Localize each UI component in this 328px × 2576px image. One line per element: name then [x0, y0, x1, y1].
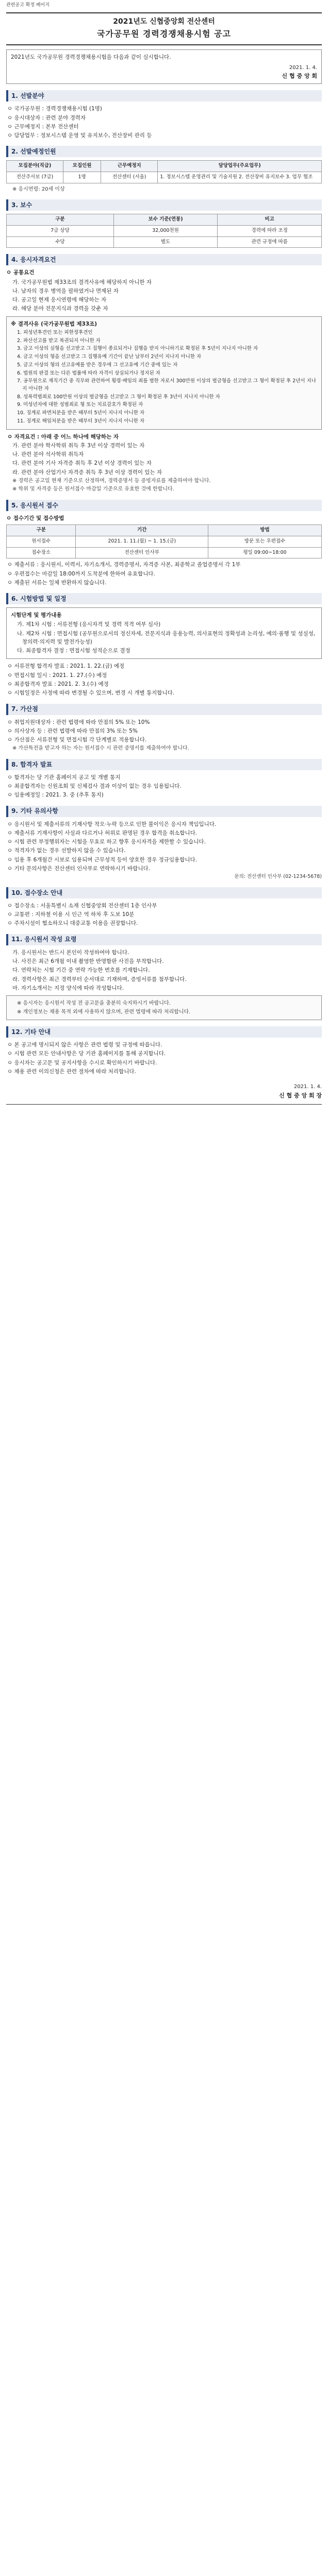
- table-cell: 전산주사보 (7급): [7, 172, 63, 183]
- table-cell: 별도: [113, 236, 218, 248]
- list-item: ㅇ 서류전형 합격자 발표 : 2021. 1. 22.(금) 예정: [7, 663, 125, 670]
- table-header-cell: 방법: [208, 525, 322, 536]
- table-header-cell: 보수 기준(연봉): [113, 214, 218, 226]
- section-4-header: [6, 254, 322, 265]
- section-7-header: [6, 704, 322, 715]
- application-table: [6, 524, 322, 558]
- section-4-title: 4. 응시자격요건: [11, 256, 56, 264]
- list-item: 7. 공무원으로 재직기간 중 직무와 관련하여 횡령·배임의 죄를 범한 자로서 300만원 이상의 벌금형을 선고받고 그 형이 확정된 후 2년이 지나지 아니한 자: [17, 378, 317, 392]
- table-header-row: [7, 161, 322, 172]
- notice-date: 2021. 1. 4.: [289, 64, 317, 71]
- list-item: 1. 피성년후견인 또는 피한정후견인: [17, 329, 93, 335]
- list-item: 9. 미성년자에 대한 성범죄로 형 또는 치료감호가 확정된 자: [17, 402, 143, 408]
- list-item: ㅇ 기타 문의사항은 전산센터 인사부로 연락하시기 바랍니다.: [7, 865, 150, 872]
- list-item: ㅇ 응시자는 공고문 및 공지사항을 수시로 확인하시기 바랍니다.: [7, 1059, 157, 1066]
- note: ※ 응시연령: 20세 이상: [12, 186, 65, 192]
- list-item: 나. 사진은 최근 6개월 이내 촬영한 반명함판 사진을 부착합니다.: [12, 958, 164, 965]
- list-item: 나. 제2차 시험 : 면접시험 (공무원으로서의 정신자세, 전문지식과 응용능력, 의사표현의 정확성과 논리성, 예의·품행 및 성실성, 창의력·의지력 및 발전가능성): [17, 630, 316, 645]
- list-item: 다. 공고일 현재 응시연령에 해당하는 자: [12, 297, 107, 303]
- list-item: ㅇ 교통편 : 지하철 이용 시 인근 역 하차 후 도보 10분: [7, 911, 135, 918]
- list-item: 나. 남자의 경우 병역을 필하였거나 면제된 자: [12, 287, 119, 294]
- list-item: 4. 금고 이상의 형을 선고받고 그 집행유예 기간이 끝난 날부터 2년이 지나지 아니한 자: [17, 354, 202, 360]
- section-8-header: [6, 759, 322, 770]
- list-item: ㅇ 접수장소 : 서울특별시 소재 신협중앙회 전산센터 1층 인사부: [7, 902, 157, 909]
- table-cell: 관련 규정에 따름: [218, 236, 322, 248]
- table-header-row: [7, 525, 322, 536]
- list-item: ㅇ 적격자가 없는 경우 선발하지 않을 수 있습니다.: [7, 848, 126, 854]
- note: ※ 경력은 공고일 현재 기준으로 산정하며, 경력증명서 등 증빙자료를 제출하여야 합니다.: [12, 478, 211, 484]
- table-header-cell: 모집인원: [63, 161, 101, 172]
- qualification-list: [6, 433, 322, 477]
- list-item: 3. 금고 이상의 실형을 선고받고 그 집행이 종료되거나 집행을 받지 아니하기로 확정된 후 5년이 지나지 아니한 자: [17, 346, 258, 352]
- section-12-list: [6, 1041, 322, 1076]
- table-row: [7, 172, 322, 183]
- table-cell: 2021. 1. 11.(월) ~ 1. 15.(금): [76, 536, 208, 547]
- section-11-title: 11. 응시원서 작성 요령: [11, 936, 77, 943]
- note: ※ 가산특전을 받고자 하는 자는 원서접수 시 관련 증명서를 제출하여야 합니다.: [12, 745, 189, 752]
- section-3-header: [6, 199, 322, 211]
- list-item: ㅇ 최종합격자는 신원조회 및 신체검사 결과 이상이 없는 경우 임용됩니다.: [7, 783, 182, 790]
- section-11-header: [6, 934, 322, 945]
- section-5-title: 5. 응시원서 접수: [11, 501, 58, 509]
- section-3-title: 3. 보수: [11, 201, 32, 209]
- list-item: ㅇ 주차시설이 협소하오니 대중교통 이용을 권장합니다.: [7, 920, 138, 927]
- list-item: 2. 파산선고를 받고 복권되지 아니한 자: [17, 337, 101, 344]
- list-item: ㅇ 임용 후 6개월간 시보로 임용되며 근무성적 등이 양호한 경우 정규임용합니다.: [7, 856, 197, 863]
- list-item: ㅇ 가산점은 서류전형 및 면접시험 각 단계별로 적용합니다.: [7, 737, 147, 743]
- section-5-header: [6, 500, 322, 511]
- section-7-title: 7. 가산점: [11, 705, 38, 713]
- table-cell: 원서접수: [7, 536, 76, 547]
- table-row: [7, 236, 322, 248]
- section-10-title: 10. 접수장소 안내: [11, 889, 63, 896]
- list-item: 가. 응시원서는 반드시 본인이 작성하여야 합니다.: [12, 949, 129, 956]
- section-8-list: [6, 773, 322, 800]
- list-item: 가. 관련 분야 학사학위 취득 후 3년 이상 경력이 있는 자: [12, 442, 145, 449]
- box-title: ※ 결격사유 (국가공무원법 제33조): [11, 320, 97, 327]
- list-item: 5. 금고 이상의 형의 선고유예를 받은 경우에 그 선고유예 기간 중에 있는 자: [17, 362, 178, 368]
- section-10-list: [6, 902, 322, 928]
- list-item: ㅇ 최종합격자 발표 : 2021. 2. 3.(수) 예정: [7, 681, 109, 688]
- disqualification-box: [6, 316, 322, 430]
- table-cell: 7급 상당: [7, 225, 114, 236]
- list-item: 라. 해당 분야 전문지식과 경력을 갖춘 자: [12, 306, 108, 312]
- list-item: 8. 성폭력범죄로 100만원 이상의 벌금형을 선고받고 그 형이 확정된 후 3년이 지나지 아니한 자: [17, 394, 220, 400]
- section-9-header: [6, 806, 322, 817]
- section-4-list: [6, 278, 322, 313]
- table-row: [7, 547, 322, 558]
- list-item: ㅇ 의사상자 등 : 관련 법령에 따라 만점의 3% 또는 5%: [7, 727, 138, 734]
- section-5-list: [6, 561, 322, 587]
- table-cell: 수당: [7, 236, 114, 248]
- table-cell: 평일 09:00~18:00: [208, 547, 322, 558]
- list-item: ㅇ 채용 관련 이의신청은 관련 절차에 따라 처리합니다.: [7, 1068, 136, 1075]
- list-item: ㅇ 시험 관련 부정행위자는 시험을 무효로 하고 향후 응시자격을 제한할 수 있습니다.: [7, 839, 206, 845]
- list-item: ㅇ 취업지원대상자 : 관련 법령에 따라 만점의 5% 또는 10%: [7, 719, 150, 725]
- section-9-title: 9. 기타 유의사항: [11, 807, 58, 815]
- table-header-cell: 구분: [7, 214, 114, 226]
- section-1-title: 1. 선발분야: [11, 92, 44, 99]
- list-item: ㅇ 우편접수는 마감일 18:00까지 도착분에 한하여 유효합니다.: [7, 570, 155, 577]
- table-cell: 전산센터 (서울): [101, 172, 158, 183]
- list-item: 마. 자기소개서는 지정 양식에 따라 작성합니다.: [12, 985, 124, 991]
- list-item: 다. 연락처는 시험 기간 중 연락 가능한 번호를 기재합니다.: [12, 967, 150, 974]
- list-item: ㅇ 시험일정은 사정에 따라 변경될 수 있으며, 변경 시 개별 통지합니다.: [7, 690, 175, 697]
- notice-box: [6, 995, 322, 1020]
- note: ※ 개인정보는 채용 목적 외에 사용하지 않으며, 관련 법령에 따라 처리합니다.: [17, 1009, 191, 1015]
- list-item: ㅇ 본 공고에 명시되지 않은 사항은 관련 법령 및 규정에 따릅니다.: [7, 1042, 162, 1048]
- list-item: 나. 관련 분야 석사학위 취득자: [12, 451, 84, 458]
- table-cell: 전산센터 인사부: [76, 547, 208, 558]
- section-9-list: [6, 820, 322, 873]
- list-item: ㅇ 담당업무 : 정보시스템 운영 및 유지보수, 전산장비 관리 등: [7, 132, 152, 139]
- section-7-list: [6, 718, 322, 744]
- section-12-title: 12. 기타 안내: [11, 1028, 51, 1036]
- list-item: ㅇ 제출서류 기재사항이 사실과 다르거나 허위로 판명된 경우 합격을 취소합니다.: [7, 829, 198, 836]
- section-12-header: [6, 1026, 322, 1038]
- table-header-cell: 기간: [76, 525, 208, 536]
- table-row: [7, 536, 322, 547]
- list-item: 가. 국가공무원법 제33조의 결격사유에 해당하지 아니한 자: [12, 279, 152, 285]
- exam-stage-box: [6, 607, 322, 659]
- recruitment-table: [6, 160, 322, 183]
- list-item: ㅇ 제출서류 : 응시원서, 이력서, 자기소개서, 경력증명서, 자격증 사본, 최종학교 졸업증명서 각 1부: [7, 562, 241, 568]
- table-header-cell: 비고: [218, 214, 322, 226]
- title-box: [6, 12, 322, 45]
- section-5-intro: ㅇ 접수기간 및 접수방법: [6, 515, 64, 521]
- table-row: [7, 225, 322, 236]
- list-item: ㅇ 근무예정지 : 본부 전산센터: [7, 123, 79, 130]
- table-cell: 32,000천원: [113, 225, 218, 236]
- list-item: ㅇ 합격자는 당 기관 홈페이지 공고 및 개별 통지: [7, 774, 121, 781]
- salary-table: [6, 214, 322, 248]
- sign-area: [11, 64, 317, 81]
- list-item: ㅇ 응시원서 및 제출서류의 기재사항 착오·누락 등으로 인한 불이익은 응시자 책임입니다.: [7, 821, 217, 827]
- list-item: ㅇ 자격요건 : 아래 중 어느 하나에 해당하는 자: [7, 433, 119, 440]
- table-header-cell: 담당업무(주요업무): [158, 161, 322, 172]
- section-1-header: [6, 90, 322, 101]
- section-8-title: 8. 합격자 발표: [11, 760, 53, 768]
- note: ※ 응시자는 응시원서 작성 전 공고문을 충분히 숙지하시기 바랍니다.: [17, 1001, 171, 1007]
- top-label: 관련공고 확정 페이지: [6, 3, 50, 8]
- table-cell: 1. 정보시스템 운영관리 및 기술지원 2. 전산장비 유지보수 3. 업무 협조: [158, 172, 322, 183]
- table-header-row: [7, 214, 322, 226]
- table-cell: 경력에 따라 조정: [218, 225, 322, 236]
- intro-text: 2021년도 국가공무원 경력경쟁채용시험을 다음과 같이 실시합니다.: [11, 54, 171, 61]
- section-2-header: [6, 146, 322, 157]
- list-item: ㅇ 응시대상자 : 관련 분야 경력자: [7, 114, 86, 121]
- section-2-title: 2. 선발예정인원: [11, 148, 56, 155]
- footer-date: 2021. 1. 4.: [293, 1084, 322, 1090]
- title-year: 2021년도 신협중앙회 전산센터: [113, 17, 215, 26]
- section-1-list: [6, 105, 322, 140]
- footer-divider: [6, 1104, 322, 1105]
- table-cell: 1명: [63, 172, 101, 183]
- contact-info: 문의: 전산센터 인사부 (02-1234-5678): [234, 874, 322, 880]
- footer-org: 신 협 중 앙 회 장: [279, 1092, 322, 1099]
- footer-sign: [6, 1083, 322, 1100]
- list-item: 가. 제1차 시험 : 서류전형 (응시자격 및 경력 적격 여부 심사): [17, 621, 161, 628]
- section-11-list: [6, 948, 322, 992]
- list-item: ㅇ 임용예정일 : 2021. 3. 중 (추후 통지): [7, 792, 104, 799]
- list-item: 다. 최종합격자 결정 : 면접시험 성적순으로 결정: [17, 648, 130, 654]
- list-item: 라. 관련 분야 산업기사 자격증 취득 후 3년 이상 경력이 있는 자: [12, 469, 162, 476]
- section-6-header: [6, 593, 322, 604]
- list-item: 10. 징계로 파면처분을 받은 때부터 5년이 지나지 아니한 자: [17, 410, 145, 416]
- table-cell: 방문 또는 우편접수: [208, 536, 322, 547]
- table-header-cell: 근무예정지: [101, 161, 158, 172]
- list-item: 11. 징계로 해임처분을 받은 때부터 3년이 지나지 아니한 자: [17, 418, 145, 424]
- intro-box: [6, 49, 322, 84]
- section-10-header: [6, 887, 322, 899]
- table-header-cell: 구분: [7, 525, 76, 536]
- list-item: ㅇ 국가공무원 : 경력경쟁채용시험 (1명): [7, 106, 102, 112]
- notice-org: 신 협 중 앙 회: [282, 73, 317, 80]
- section-4-intro: ㅇ 공통요건: [6, 269, 35, 276]
- list-item: 다. 관련 분야 기사 자격증 취득 후 2년 이상 경력이 있는 자: [12, 460, 152, 467]
- list-item: ㅇ 면접시험 일시 : 2021. 1. 27.(수) 예정: [7, 672, 107, 679]
- table-header-cell: 모집분야(직급): [7, 161, 63, 172]
- box-title: 시험단계 및 평가내용: [11, 612, 62, 619]
- table-cell: 접수장소: [7, 547, 76, 558]
- section-6-title: 6. 시험방법 및 일정: [11, 595, 67, 602]
- list-item: 라. 경력사항은 최근 경력부터 순서대로 기재하며, 증빙서류를 첨부합니다.: [12, 976, 187, 982]
- list-item: 6. 법원의 판결 또는 다른 법률에 따라 자격이 상실되거나 정지된 자: [17, 370, 160, 376]
- list-item: ㅇ 제출된 서류는 일체 반환하지 않습니다.: [7, 579, 107, 586]
- section-6-list: [6, 662, 322, 697]
- note: ※ 학위 및 자격증 등은 원서접수 마감일 기준으로 유효한 것에 한합니다.: [12, 486, 174, 493]
- list-item: ㅇ 시험 관련 모든 안내사항은 당 기관 홈페이지를 통해 공지합니다.: [7, 1050, 166, 1057]
- page-title: 국가공무원 경력경쟁채용시험 공고: [97, 28, 231, 39]
